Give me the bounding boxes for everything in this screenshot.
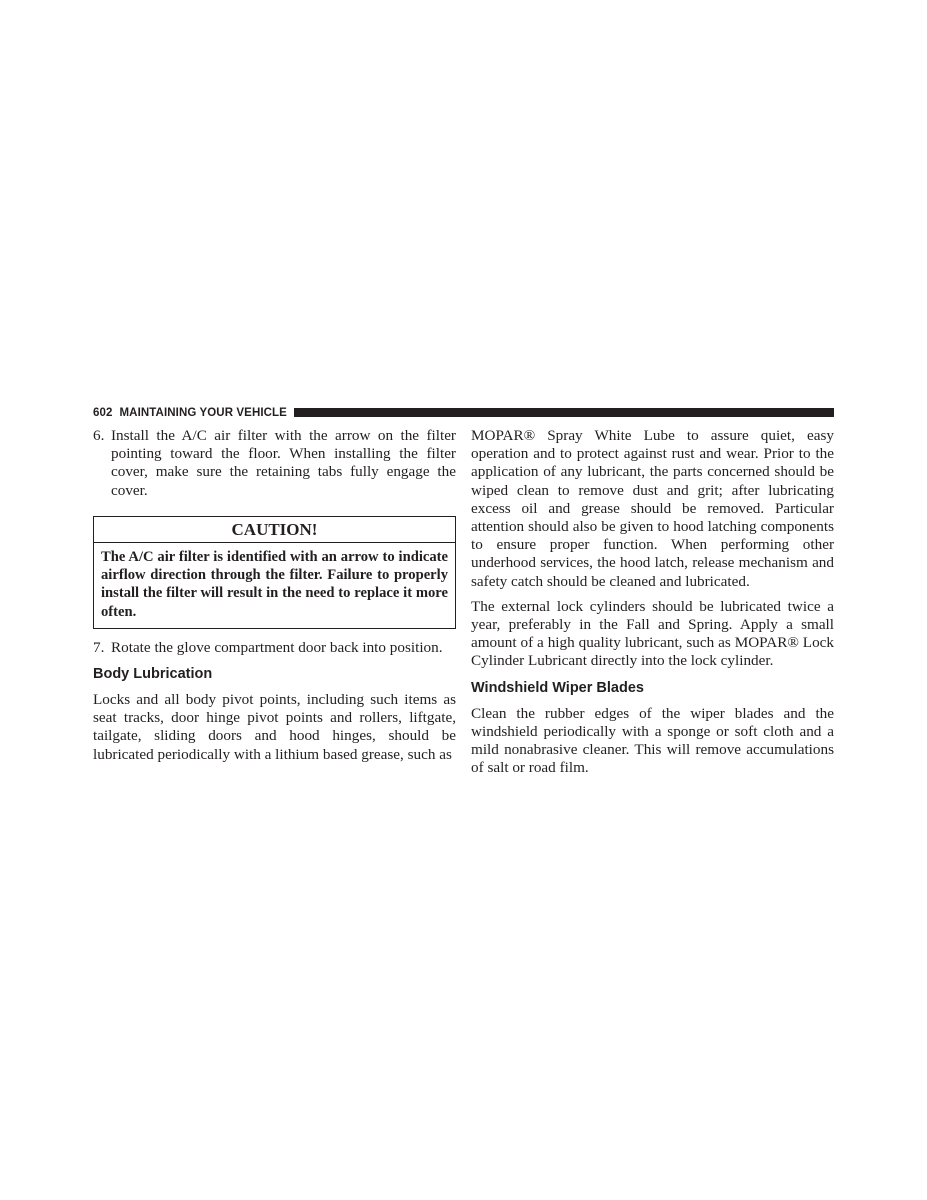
left-column [93, 427, 456, 771]
body-lubrication-heading: Body Lubrication [93, 666, 213, 683]
step-number: 6. [93, 427, 105, 444]
page-number: 602 [93, 406, 113, 419]
caution-text: The A/C air filter is identified with an arrow to indicate airflow direction through the filter. Failure to properly install the filter will result in the need to replace it more often. [101, 549, 448, 620]
body-lubrication-text: Locks and all body pivot points, including such items as seat tracks, door hinge pivot points and rollers, liftgate, tailgate, sliding doors and hood hinges, should be lubricated periodically with a lithium based grease, such as [93, 691, 456, 763]
lubrication-continued-text: MOPAR® Spray White Lube to assure quiet, easy operation and to protect against rust and wear. Prior to the application of any lubricant, the parts concerned should be wiped clean to remove dust and grit; after lubricating excess oil and grease should be removed. Particular attention should also be given to hood latching components to ensure proper function. When performing other underhood services, the hood latch, release mechanism and safety catch should be cleaned and lubricated. [471, 427, 834, 590]
windshield-wiper-text: Clean the rubber edges of the wiper blades and the windshield periodically with a sponge or soft cloth and a mild nonabrasive cleaner. This will remove accumulations of salt or road film. [471, 704, 834, 777]
windshield-wiper-heading: Windshield Wiper Blades [471, 679, 644, 696]
caution-box [93, 516, 456, 629]
lock-cylinders-text: The external lock cylinders should be lubricated twice a year, preferably in the Fall and Spring. Apply a small amount of a high quality lubricant, such as MOPAR® Lock Cylinder Lubricant directly into the lock cylinder. [471, 597, 834, 670]
step-6 [93, 427, 456, 500]
step-7 [93, 639, 456, 657]
caution-title: CAUTION! [94, 517, 455, 543]
step-number: 7. [93, 638, 105, 656]
page-header [93, 405, 834, 420]
step-text: Install the A/C air filter with the arrow on the filter pointing toward the floor. When installing the filter cover, make sure the retaining tabs fully engage the cover. [111, 427, 456, 499]
section-title: MAINTAINING YOUR VEHICLE [119, 406, 287, 419]
right-column [471, 427, 834, 784]
step-text: Rotate the glove compartment door back into position. [111, 638, 443, 656]
header-rule [294, 408, 834, 417]
